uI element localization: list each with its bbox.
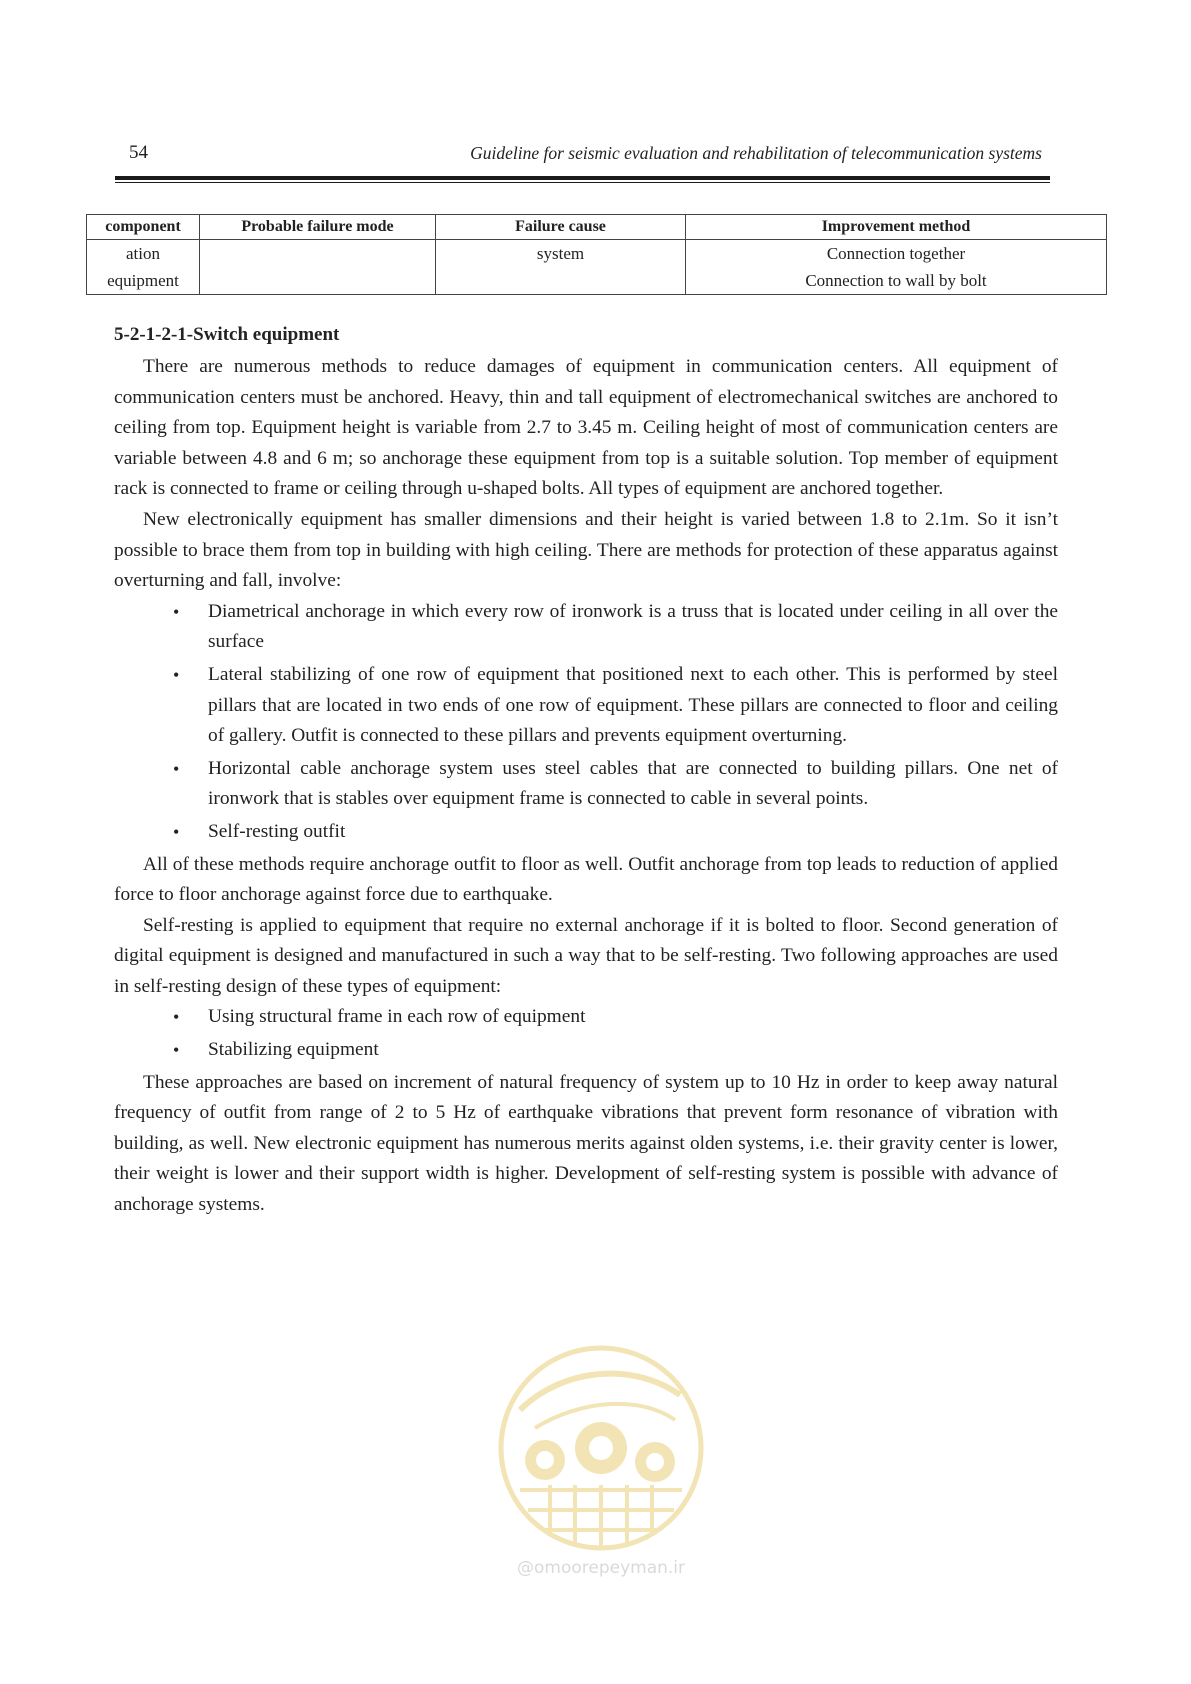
table-cell bbox=[87, 240, 200, 295]
column-header-failure-cause: Failure cause bbox=[436, 215, 686, 240]
methods-list bbox=[114, 597, 1058, 848]
list-item-text: Self-resting outfit bbox=[208, 820, 346, 842]
paragraph-3: All of these methods require anchorage outfit to floor as well. Outfit anchorage from top leads to reduction of applied force to floor anchorage against force due to earthquake. bbox=[114, 853, 1058, 906]
table-header-row bbox=[87, 215, 1107, 240]
paragraph-5: These approaches are based on increment of natural frequency of system up to 10 Hz in order to keep away natural frequency of outfit from range of 2 to 5 Hz of earthquake vibrations that prevent form resonance of vibration with building, as well. New electronic equipment has numerous merits against olden systems, i.e. their gravity center is lower, their weight is lower and their support width is higher. Development of self-resting system is possible with advance of anchorage systems. bbox=[114, 1071, 1058, 1216]
table-cell bbox=[200, 240, 436, 295]
list-item bbox=[114, 660, 1058, 752]
watermark-logo bbox=[490, 1340, 712, 1580]
list-item bbox=[114, 1035, 1058, 1066]
list-item-text: Stabilizing equipment bbox=[208, 1039, 379, 1061]
list-item-text: Lateral stabilizing of one row of equipment that positioned next to each other. This is performed by steel pillars that are located in two ends of one row of equipment. These pillars are connected to floor and ceiling of gallery. Outfit is connected to these pillars and prevents equipment overturning. bbox=[208, 663, 1058, 747]
list-item bbox=[114, 597, 1058, 658]
section-body bbox=[114, 320, 1058, 1221]
bullet-icon: • bbox=[173, 1040, 180, 1061]
bullet-icon: • bbox=[173, 758, 180, 779]
paragraph-2: New electronically equipment has smaller dimensions and their height is varied between 1.8 to 2.1m. So it isn’t possible to brace them from top in building with high ceiling. There are methods for protection of these apparatus against overturning and fall, involve: bbox=[114, 508, 1058, 592]
bullet-icon: • bbox=[173, 664, 180, 685]
table-cell bbox=[436, 240, 686, 295]
section-heading: 5-2-1-2-1-Switch equipment bbox=[114, 324, 340, 345]
column-header-component: component bbox=[87, 215, 200, 240]
cell-line: equipment bbox=[107, 271, 179, 290]
cell-line: ation bbox=[126, 244, 160, 263]
list-item-text: Using structural frame in each row of equipment bbox=[208, 1006, 586, 1028]
header-rule-thick bbox=[115, 176, 1050, 180]
table-cell bbox=[686, 240, 1107, 295]
watermark-emblem-icon bbox=[490, 1340, 712, 1555]
cell-line: Connection to wall by bolt bbox=[805, 271, 987, 290]
list-item bbox=[114, 817, 1058, 848]
watermark-url: @omoorepeyman.ir bbox=[516, 1558, 686, 1578]
failure-mode-table bbox=[86, 214, 1107, 295]
bullet-icon: • bbox=[173, 601, 180, 622]
column-header-failure-mode: Probable failure mode bbox=[200, 215, 436, 240]
bullet-icon: • bbox=[173, 1007, 180, 1028]
column-header-improvement-method: Improvement method bbox=[686, 215, 1107, 240]
bullet-icon: • bbox=[173, 821, 180, 842]
list-item bbox=[114, 1002, 1058, 1033]
cell-line: Connection together bbox=[826, 244, 966, 263]
approaches-list bbox=[114, 1002, 1058, 1065]
table-row bbox=[87, 240, 1107, 295]
header-rule-thin bbox=[115, 182, 1050, 183]
page-number: 54 bbox=[129, 142, 148, 163]
running-title: Guideline for seismic evaluation and rehabilitation of telecommunication systems bbox=[470, 143, 1042, 163]
list-item-text: Diametrical anchorage in which every row of ironwork is a truss that is located under ceiling in all over the surface bbox=[208, 600, 1058, 653]
cell-line: system bbox=[536, 244, 585, 263]
paragraph-1: There are numerous methods to reduce damages of equipment in communication centers. All equipment of communication centers must be anchored. Heavy, thin and tall equipment of electromechanical switches are anchored to ceiling from top. Equipment height is variable from 2.7 to 3.45 m. Ceiling height of most of communication centers are variable between 4.8 and 6 m; so anchorage these equipment from top is a suitable solution. Top member of equipment rack is connected to frame or ceiling through u-shaped bolts. All types of equipment are anchored together. bbox=[114, 356, 1058, 500]
paragraph-4: Self-resting is applied to equipment that require no external anchorage if it is bolted to floor. Second generation of digital equipment is designed and manufactured in such a way that to be self-resting. Two following approaches are used in self-resting design of these types of equipment: bbox=[114, 914, 1058, 997]
list-item-text: Horizontal cable anchorage system uses steel cables that are connected to building pillars. One net of ironwork that is stables over equipment frame is connected to cable in several points. bbox=[208, 757, 1058, 810]
list-item bbox=[114, 754, 1058, 815]
page-header bbox=[115, 140, 1050, 180]
